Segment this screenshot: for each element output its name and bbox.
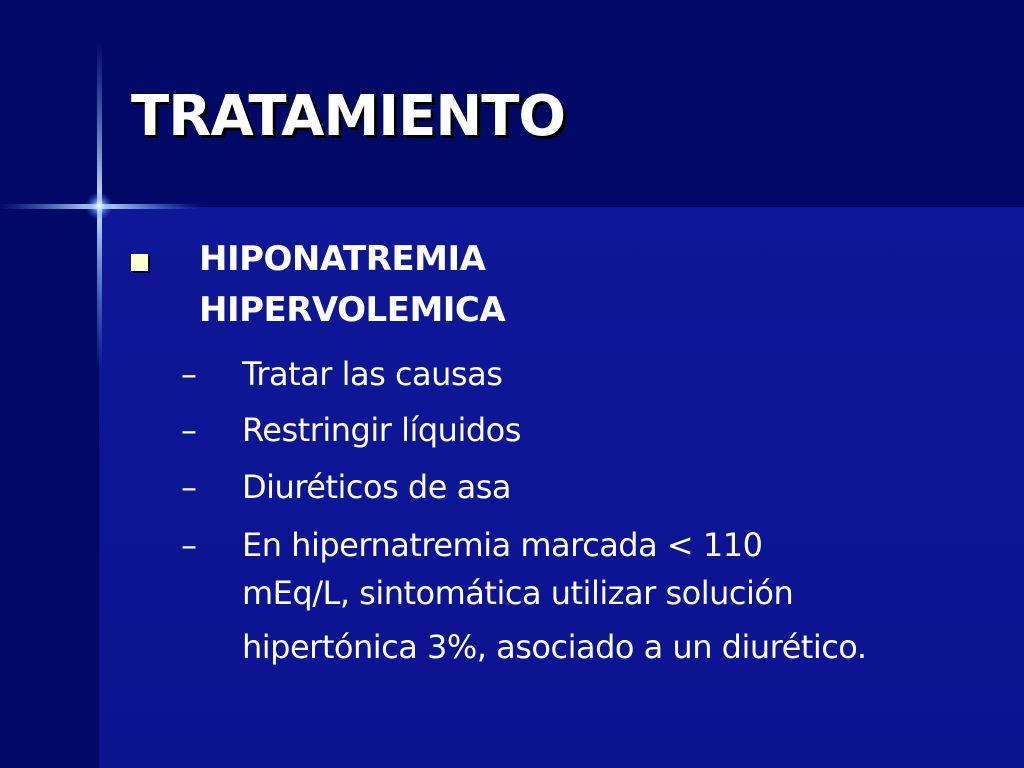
dash-bullet: – xyxy=(181,355,197,393)
sub-item-line: Diuréticos de asa xyxy=(242,468,511,506)
sub-item-line: hipertónica 3%, asociado a un diurético. xyxy=(242,628,867,666)
bullet-heading-line: HIPERVOLEMICA xyxy=(199,290,506,330)
dash-bullet: – xyxy=(181,526,197,564)
slide-title: TRATAMIENTO xyxy=(131,84,565,149)
sub-item-line: Restringir líquidos xyxy=(242,411,521,449)
bullet-heading xyxy=(199,234,505,336)
sub-item-text xyxy=(242,350,502,398)
sub-item-text xyxy=(242,521,866,671)
bullet-heading-line: HIPONATREMIA xyxy=(199,239,486,279)
sub-item-line: Tratar las causas xyxy=(242,355,503,393)
dash-bullet: – xyxy=(181,411,197,449)
sub-item-line: mEq/L, sintomática utilizar solución xyxy=(242,574,794,612)
sub-item-line: En hipernatremia marcada < 110 xyxy=(242,526,763,564)
sub-item-text xyxy=(242,406,521,454)
dash-bullet: – xyxy=(181,468,197,506)
sub-item-text xyxy=(242,463,511,511)
bullet-square-icon xyxy=(131,254,148,271)
